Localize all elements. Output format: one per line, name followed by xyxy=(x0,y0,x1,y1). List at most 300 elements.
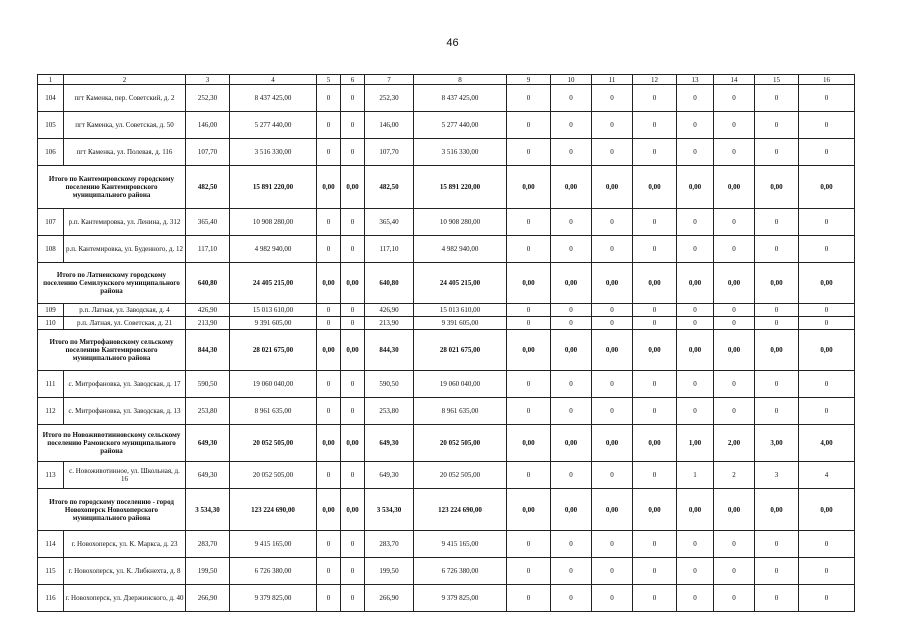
subtotal-label: Итого по Новоживотинновскому сельскому поселению Рамонского муниципального района xyxy=(38,425,186,462)
value-cell: 252,30 xyxy=(186,85,230,112)
column-header: 14 xyxy=(714,75,755,85)
value-cell: 0,00 xyxy=(341,263,365,304)
value-cell: 0,00 xyxy=(341,330,365,371)
row-number: 112 xyxy=(38,398,64,425)
value-cell: 0 xyxy=(799,209,855,236)
value-cell: 199,50 xyxy=(186,558,230,585)
value-cell: 0 xyxy=(633,371,677,398)
value-cell: 0,00 xyxy=(507,330,551,371)
value-cell: 0 xyxy=(799,139,855,166)
value-cell: 8 961 635,00 xyxy=(230,398,317,425)
value-cell: 0 xyxy=(755,398,799,425)
value-cell: 199,50 xyxy=(365,558,414,585)
value-cell: 0 xyxy=(341,139,365,166)
value-cell: 0 xyxy=(507,585,551,612)
column-header: 13 xyxy=(677,75,714,85)
value-cell: 0 xyxy=(551,85,592,112)
value-cell: 640,80 xyxy=(365,263,414,304)
value-cell: 213,90 xyxy=(186,317,230,330)
column-header: 7 xyxy=(365,75,414,85)
column-header: 5 xyxy=(317,75,341,85)
value-cell: 0 xyxy=(714,304,755,317)
value-cell: 0 xyxy=(714,317,755,330)
value-cell: 0 xyxy=(755,85,799,112)
value-cell: 107,70 xyxy=(186,139,230,166)
table-header-row xyxy=(38,75,855,85)
value-cell: 0 xyxy=(341,585,365,612)
value-cell: 8 961 635,00 xyxy=(414,398,507,425)
value-cell: 0 xyxy=(317,558,341,585)
value-cell: 0 xyxy=(633,531,677,558)
value-cell: 28 021 675,00 xyxy=(414,330,507,371)
value-cell: 9 415 165,00 xyxy=(414,531,507,558)
row-number: 104 xyxy=(38,85,64,112)
value-cell: 6 726 380,00 xyxy=(414,558,507,585)
value-cell: 3 516 330,00 xyxy=(230,139,317,166)
value-cell: 2 xyxy=(714,462,755,489)
column-header: 2 xyxy=(64,75,186,85)
value-cell: 0 xyxy=(507,558,551,585)
value-cell: 0 xyxy=(551,209,592,236)
value-cell: 8 437 425,00 xyxy=(230,85,317,112)
value-cell: 0 xyxy=(677,317,714,330)
value-cell: 1,00 xyxy=(677,425,714,462)
value-cell: 0 xyxy=(507,531,551,558)
subtotal-label: Итого по городскому поселению - город Новохоперск Новохоперского муниципального района xyxy=(38,489,186,531)
value-cell: 0 xyxy=(714,139,755,166)
value-cell: 117,10 xyxy=(186,236,230,263)
value-cell: 0,00 xyxy=(714,263,755,304)
value-cell: 0,00 xyxy=(341,425,365,462)
value-cell: 0 xyxy=(551,139,592,166)
address-cell: с. Митрофановка, ул. Заводская, д. 17 xyxy=(64,371,186,398)
value-cell: 0 xyxy=(592,585,633,612)
column-header: 1 xyxy=(38,75,64,85)
value-cell: 15 013 610,00 xyxy=(230,304,317,317)
value-cell: 10 908 280,00 xyxy=(414,209,507,236)
value-cell: 15 891 220,00 xyxy=(414,166,507,209)
value-cell: 146,00 xyxy=(186,112,230,139)
value-cell: 0 xyxy=(551,531,592,558)
value-cell: 266,90 xyxy=(365,585,414,612)
value-cell: 3,00 xyxy=(755,425,799,462)
value-cell: 0 xyxy=(755,304,799,317)
value-cell: 0 xyxy=(677,304,714,317)
value-cell: 0 xyxy=(551,236,592,263)
value-cell: 0 xyxy=(799,317,855,330)
table-row xyxy=(38,462,855,489)
value-cell: 0,00 xyxy=(633,489,677,531)
value-cell: 0 xyxy=(755,317,799,330)
table-row xyxy=(38,236,855,263)
value-cell: 0,00 xyxy=(714,489,755,531)
value-cell: 0 xyxy=(633,236,677,263)
value-cell: 0 xyxy=(677,85,714,112)
value-cell: 844,30 xyxy=(186,330,230,371)
value-cell: 0 xyxy=(317,531,341,558)
value-cell: 0 xyxy=(592,304,633,317)
value-cell: 590,50 xyxy=(365,371,414,398)
value-cell: 0 xyxy=(755,371,799,398)
value-cell: 0 xyxy=(592,371,633,398)
value-cell: 0 xyxy=(341,558,365,585)
value-cell: 0,00 xyxy=(799,330,855,371)
value-cell: 19 060 040,00 xyxy=(414,371,507,398)
value-cell: 20 052 505,00 xyxy=(230,462,317,489)
value-cell: 0 xyxy=(551,112,592,139)
column-header: 4 xyxy=(230,75,317,85)
value-cell: 0 xyxy=(633,112,677,139)
value-cell: 426,90 xyxy=(186,304,230,317)
value-cell: 0 xyxy=(341,531,365,558)
value-cell: 0 xyxy=(317,371,341,398)
value-cell: 107,70 xyxy=(365,139,414,166)
value-cell: 482,50 xyxy=(186,166,230,209)
value-cell: 0 xyxy=(799,85,855,112)
value-cell: 590,50 xyxy=(186,371,230,398)
row-number: 105 xyxy=(38,112,64,139)
value-cell: 0,00 xyxy=(551,330,592,371)
table-row xyxy=(38,531,855,558)
value-cell: 123 224 690,00 xyxy=(230,489,317,531)
address-cell: г. Новохоперск, ул. К. Либкнехта, д. 8 xyxy=(64,558,186,585)
value-cell: 28 021 675,00 xyxy=(230,330,317,371)
value-cell: 0 xyxy=(341,317,365,330)
value-cell: 0 xyxy=(677,398,714,425)
subtotal-label: Итого по Латненскому городскому поселению Семилукского муниципального района xyxy=(38,263,186,304)
value-cell: 0 xyxy=(633,304,677,317)
row-number: 109 xyxy=(38,304,64,317)
value-cell: 0,00 xyxy=(714,330,755,371)
value-cell: 640,80 xyxy=(186,263,230,304)
value-cell: 0 xyxy=(799,304,855,317)
table-row xyxy=(38,112,855,139)
row-number: 106 xyxy=(38,139,64,166)
value-cell: 19 060 040,00 xyxy=(230,371,317,398)
value-cell: 0 xyxy=(317,85,341,112)
value-cell: 0 xyxy=(341,462,365,489)
table-row xyxy=(38,139,855,166)
column-header: 16 xyxy=(799,75,855,85)
value-cell: 0,00 xyxy=(507,166,551,209)
value-cell: 0 xyxy=(341,112,365,139)
row-number: 113 xyxy=(38,462,64,489)
value-cell: 0 xyxy=(677,139,714,166)
value-cell: 253,80 xyxy=(365,398,414,425)
value-cell: 0 xyxy=(755,236,799,263)
value-cell: 0,00 xyxy=(677,166,714,209)
table-row xyxy=(38,398,855,425)
value-cell: 283,70 xyxy=(186,531,230,558)
value-cell: 0,00 xyxy=(755,263,799,304)
value-cell: 0,00 xyxy=(755,166,799,209)
value-cell: 0 xyxy=(714,112,755,139)
value-cell: 0,00 xyxy=(507,263,551,304)
value-cell: 0 xyxy=(633,209,677,236)
column-header: 6 xyxy=(341,75,365,85)
value-cell: 0 xyxy=(551,317,592,330)
value-cell: 0 xyxy=(317,585,341,612)
column-header: 11 xyxy=(592,75,633,85)
value-cell: 3 534,30 xyxy=(186,489,230,531)
value-cell: 0,00 xyxy=(799,489,855,531)
value-cell: 0 xyxy=(317,304,341,317)
value-cell: 4 982 940,00 xyxy=(414,236,507,263)
value-cell: 0 xyxy=(799,371,855,398)
value-cell: 0,00 xyxy=(755,330,799,371)
value-cell: 0,00 xyxy=(551,425,592,462)
value-cell: 0 xyxy=(799,585,855,612)
value-cell: 0 xyxy=(755,112,799,139)
value-cell: 0 xyxy=(714,236,755,263)
value-cell: 0 xyxy=(714,398,755,425)
address-cell: с. Митрофановка, ул. Заводская, д. 13 xyxy=(64,398,186,425)
value-cell: 0 xyxy=(755,531,799,558)
value-cell: 0,00 xyxy=(677,489,714,531)
table-row xyxy=(38,558,855,585)
value-cell: 3 534,30 xyxy=(365,489,414,531)
value-cell: 1 xyxy=(677,462,714,489)
value-cell: 123 224 690,00 xyxy=(414,489,507,531)
value-cell: 5 277 440,00 xyxy=(230,112,317,139)
value-cell: 0 xyxy=(592,139,633,166)
value-cell: 24 405 215,00 xyxy=(414,263,507,304)
value-cell: 0 xyxy=(677,209,714,236)
value-cell: 0 xyxy=(714,585,755,612)
value-cell: 0 xyxy=(592,112,633,139)
value-cell: 9 379 825,00 xyxy=(230,585,317,612)
value-cell: 9 391 605,00 xyxy=(230,317,317,330)
value-cell: 4 982 940,00 xyxy=(230,236,317,263)
value-cell: 0,00 xyxy=(507,425,551,462)
row-number: 114 xyxy=(38,531,64,558)
value-cell: 0 xyxy=(551,304,592,317)
value-cell: 0,00 xyxy=(677,263,714,304)
value-cell: 0 xyxy=(507,112,551,139)
value-cell: 253,80 xyxy=(186,398,230,425)
row-number: 108 xyxy=(38,236,64,263)
value-cell: 0 xyxy=(755,139,799,166)
value-cell: 0 xyxy=(677,112,714,139)
value-cell: 0,00 xyxy=(592,166,633,209)
value-cell: 3 xyxy=(755,462,799,489)
value-cell: 0 xyxy=(633,462,677,489)
value-cell: 0 xyxy=(677,236,714,263)
column-header: 15 xyxy=(755,75,799,85)
value-cell: 0 xyxy=(799,236,855,263)
value-cell: 0 xyxy=(507,304,551,317)
value-cell: 0,00 xyxy=(551,166,592,209)
value-cell: 426,90 xyxy=(365,304,414,317)
table-row xyxy=(38,304,855,317)
value-cell: 20 052 505,00 xyxy=(414,462,507,489)
value-cell: 0 xyxy=(799,531,855,558)
value-cell: 0 xyxy=(592,85,633,112)
value-cell: 0 xyxy=(633,317,677,330)
value-cell: 0 xyxy=(341,209,365,236)
row-number: 111 xyxy=(38,371,64,398)
value-cell: 15 013 610,00 xyxy=(414,304,507,317)
value-cell: 0 xyxy=(341,398,365,425)
value-cell: 6 726 380,00 xyxy=(230,558,317,585)
value-cell: 0,00 xyxy=(755,489,799,531)
value-cell: 0 xyxy=(633,558,677,585)
address-cell: р.п. Латная, ул. Советская, д. 21 xyxy=(64,317,186,330)
value-cell: 0,00 xyxy=(633,263,677,304)
value-cell: 0 xyxy=(507,317,551,330)
column-header: 3 xyxy=(186,75,230,85)
value-cell: 0,00 xyxy=(592,263,633,304)
column-header: 8 xyxy=(414,75,507,85)
value-cell: 252,30 xyxy=(365,85,414,112)
value-cell: 0 xyxy=(592,317,633,330)
value-cell: 0 xyxy=(341,85,365,112)
address-cell: пгт Каменка, пер. Советский, д. 2 xyxy=(64,85,186,112)
row-number: 115 xyxy=(38,558,64,585)
value-cell: 0 xyxy=(317,209,341,236)
value-cell: 213,90 xyxy=(365,317,414,330)
value-cell: 0 xyxy=(592,236,633,263)
value-cell: 0 xyxy=(317,112,341,139)
value-cell: 0 xyxy=(714,371,755,398)
value-cell: 0 xyxy=(677,371,714,398)
value-cell: 0 xyxy=(714,558,755,585)
value-cell: 20 052 505,00 xyxy=(230,425,317,462)
value-cell: 4 xyxy=(799,462,855,489)
value-cell: 0 xyxy=(507,85,551,112)
value-cell: 0 xyxy=(755,209,799,236)
value-cell: 2,00 xyxy=(714,425,755,462)
value-cell: 0 xyxy=(507,139,551,166)
value-cell: 0,00 xyxy=(592,489,633,531)
column-header: 9 xyxy=(507,75,551,85)
value-cell: 0,00 xyxy=(317,263,341,304)
value-cell: 0 xyxy=(551,558,592,585)
data-table xyxy=(37,74,855,612)
value-cell: 0,00 xyxy=(317,330,341,371)
value-cell: 0 xyxy=(317,236,341,263)
table-row xyxy=(38,371,855,398)
value-cell: 0,00 xyxy=(592,330,633,371)
value-cell: 0,00 xyxy=(799,263,855,304)
table-row xyxy=(38,85,855,112)
value-cell: 482,50 xyxy=(365,166,414,209)
page-number: 46 xyxy=(446,37,459,49)
value-cell: 0 xyxy=(507,236,551,263)
value-cell: 0,00 xyxy=(551,263,592,304)
value-cell: 266,90 xyxy=(186,585,230,612)
value-cell: 0 xyxy=(677,558,714,585)
address-cell: р.п. Латная, ул. Заводская, д. 4 xyxy=(64,304,186,317)
value-cell: 0 xyxy=(677,531,714,558)
value-cell: 0 xyxy=(507,398,551,425)
value-cell: 0 xyxy=(714,209,755,236)
address-cell: г. Новохоперск, ул. Дзержинского, д. 40 xyxy=(64,585,186,612)
value-cell: 0 xyxy=(714,85,755,112)
column-header: 10 xyxy=(551,75,592,85)
value-cell: 0,00 xyxy=(592,425,633,462)
value-cell: 0,00 xyxy=(551,489,592,531)
value-cell: 8 437 425,00 xyxy=(414,85,507,112)
subtotal-label: Итого по Митрофановскому сельскому поселению Кантемировского муниципального района xyxy=(38,330,186,371)
subtotal-row xyxy=(38,489,855,531)
value-cell: 0 xyxy=(592,398,633,425)
value-cell: 0 xyxy=(714,531,755,558)
row-number: 107 xyxy=(38,209,64,236)
address-cell: р.п. Кантемировка, ул. Ленина, д. 312 xyxy=(64,209,186,236)
value-cell: 649,30 xyxy=(365,462,414,489)
value-cell: 0 xyxy=(755,558,799,585)
value-cell: 0 xyxy=(592,558,633,585)
value-cell: 0 xyxy=(551,462,592,489)
value-cell: 4,00 xyxy=(799,425,855,462)
value-cell: 0,00 xyxy=(317,166,341,209)
value-cell: 0 xyxy=(633,85,677,112)
value-cell: 0 xyxy=(507,209,551,236)
value-cell: 9 391 605,00 xyxy=(414,317,507,330)
table-row xyxy=(38,317,855,330)
value-cell: 0 xyxy=(799,398,855,425)
subtotal-row xyxy=(38,166,855,209)
value-cell: 20 052 505,00 xyxy=(414,425,507,462)
address-cell: г. Новохоперск, ул. К. Маркса, д. 23 xyxy=(64,531,186,558)
value-cell: 0,00 xyxy=(317,489,341,531)
value-cell: 0 xyxy=(592,531,633,558)
value-cell: 844,30 xyxy=(365,330,414,371)
value-cell: 649,30 xyxy=(186,462,230,489)
subtotal-label: Итого по Кантемировскому городскому поселению Кантемировского муниципального района xyxy=(38,166,186,209)
subtotal-row xyxy=(38,330,855,371)
value-cell: 283,70 xyxy=(365,531,414,558)
value-cell: 0 xyxy=(755,585,799,612)
value-cell: 0 xyxy=(341,371,365,398)
subtotal-row xyxy=(38,263,855,304)
value-cell: 0 xyxy=(633,398,677,425)
address-cell: р.п. Кантемировка, ул. Буденного, д. 12 xyxy=(64,236,186,263)
value-cell: 649,30 xyxy=(186,425,230,462)
subtotal-row xyxy=(38,425,855,462)
value-cell: 0,00 xyxy=(507,489,551,531)
value-cell: 9 415 165,00 xyxy=(230,531,317,558)
value-cell: 0 xyxy=(799,558,855,585)
value-cell: 0 xyxy=(592,462,633,489)
value-cell: 0 xyxy=(317,139,341,166)
value-cell: 24 405 215,00 xyxy=(230,263,317,304)
value-cell: 0 xyxy=(633,139,677,166)
table-body xyxy=(38,75,855,612)
value-cell: 0 xyxy=(677,585,714,612)
value-cell: 0,00 xyxy=(633,330,677,371)
value-cell: 117,10 xyxy=(365,236,414,263)
value-cell: 0 xyxy=(799,112,855,139)
address-cell: пгт Каменка, ул. Полевая, д. 116 xyxy=(64,139,186,166)
value-cell: 0 xyxy=(317,462,341,489)
value-cell: 0,00 xyxy=(317,425,341,462)
value-cell: 0,00 xyxy=(341,489,365,531)
value-cell: 0 xyxy=(551,585,592,612)
value-cell: 15 891 220,00 xyxy=(230,166,317,209)
value-cell: 0 xyxy=(592,209,633,236)
value-cell: 0 xyxy=(551,398,592,425)
value-cell: 0 xyxy=(341,236,365,263)
row-number: 116 xyxy=(38,585,64,612)
value-cell: 0 xyxy=(551,371,592,398)
table-row xyxy=(38,585,855,612)
column-header: 12 xyxy=(633,75,677,85)
address-cell: с. Новоживотинное, ул. Школьная, д. 16 xyxy=(64,462,186,489)
value-cell: 0 xyxy=(507,462,551,489)
value-cell: 10 908 280,00 xyxy=(230,209,317,236)
